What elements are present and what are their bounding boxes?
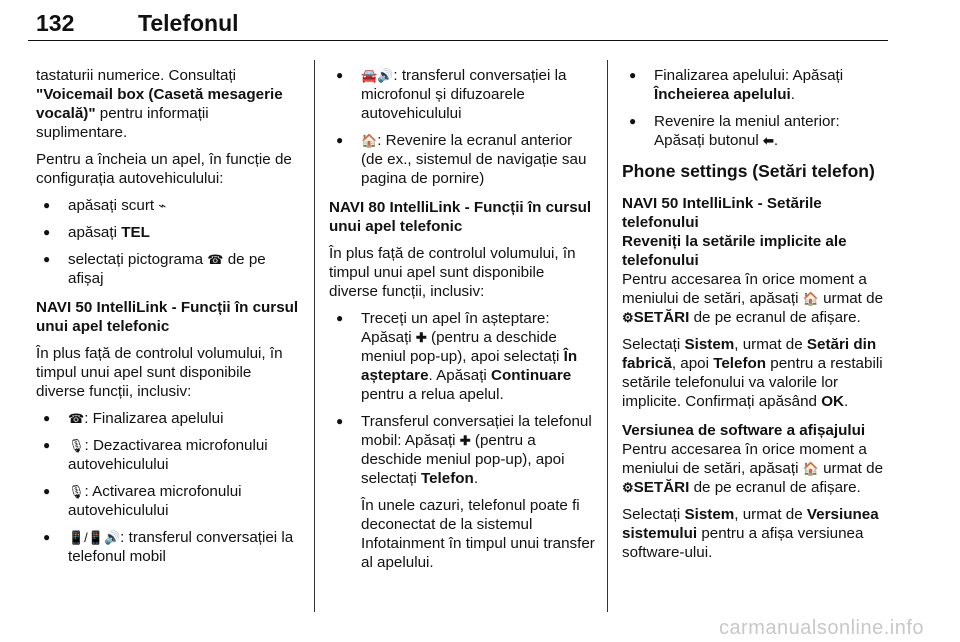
list-item: ● Treceți un apel în așteptare: Apăsați ✚ (pentru a deschide meniul pop-up), apoi selectați În așteptare. Apăsați Continuare pentru a relua apelul. xyxy=(329,309,597,404)
page-title: Telefonul xyxy=(138,10,239,36)
list-item: ● Finalizarea apelului: Apăsați Încheierea apelului. xyxy=(622,66,892,104)
plus-icon: ✚ xyxy=(459,433,471,448)
paragraph: Selectați Sistem, urmat de Setări din fabrică, apoi Telefon pentru a restabili setările telefonului va valorile lor implicite. Confirmați apăsând OK. xyxy=(622,336,883,410)
transfer-to-phone-icon: 📱/📱🔊 xyxy=(68,530,121,545)
hangup-icon: ☎ xyxy=(207,252,224,267)
column-1 xyxy=(36,66,304,574)
paragraph: Selectați Sistem, urmat de Versiunea sistemului pentru a afișa versiunea software-ului. xyxy=(622,506,879,561)
subsection-heading: Reveniți la setările implicite ale telefonului xyxy=(622,233,847,269)
list-item: ● selectați pictograma ☎ de pe afișaj xyxy=(36,250,304,288)
list-item: ● 🚘🔊: transferul conversației la microfonul și difuzoarele autovehiculului xyxy=(329,66,597,123)
list-item: ● 📱/📱🔊: transferul conversației la telefonul mobil xyxy=(36,528,304,566)
paragraph: Pentru accesarea în orice moment a meniului de setări, apăsați 🏠 urmat de ⚙SETĂRI de pe ecranul de afișare. xyxy=(622,441,884,496)
column-divider xyxy=(607,60,608,612)
section-heading: NAVI 50 IntelliLink - Funcții în cursul unui apel telefonic xyxy=(36,299,299,335)
bullet-list xyxy=(329,66,597,188)
gear-icon: ⚙ xyxy=(622,480,634,495)
list-item: ● 🎙: Activarea microfonului autovehiculului xyxy=(36,482,304,520)
list-item: ● Transferul conversației la telefonul mobil: Apăsați ✚ (pentru a deschide meniul pop-up), apoi selectați Telefon. În unele cazuri, telefonul poate fi deconectat de la sistemul Infotainment în timpul unui transfer al apelului. xyxy=(329,412,597,572)
hangup-icon: ☎ xyxy=(68,411,85,426)
list-item: ● 🏠: Revenire la ecranul anterior (de ex., sistemul de navigație sau pagina de pornire) xyxy=(329,131,597,188)
section-heading: Phone settings (Setări telefon) xyxy=(622,161,875,181)
section-heading: NAVI 80 IntelliLink - Funcții în cursul unui apel telefonic xyxy=(329,199,592,235)
hangup-short-icon: ⌁ xyxy=(158,198,167,213)
transfer-to-car-icon: 🚘🔊 xyxy=(361,68,394,83)
paragraph: Pentru a încheia un apel, în funcție de configurația autovehiculului: xyxy=(36,151,292,187)
home-icon: 🏠 xyxy=(361,133,378,148)
mic-off-icon: 🎙 xyxy=(68,438,85,453)
back-arrow-icon: ⬅ xyxy=(762,133,774,148)
paragraph: În unele cazuri, telefonul poate fi deconectat de la sistemul Infotainment în timpul unui transfer al apelului. xyxy=(361,497,595,571)
paragraph: În plus față de controlul volumului, în timpul unui apel sunt disponibile diverse funcții, inclusiv: xyxy=(36,345,283,400)
watermark: carmanualsonline.info xyxy=(718,617,924,639)
list-item: ● 🎙: Dezactivarea microfonului autovehiculului xyxy=(36,436,304,474)
list-item: ● apăsați scurt ⌁ xyxy=(36,196,304,215)
home-icon: 🏠 xyxy=(802,461,819,476)
home-icon: 🏠 xyxy=(802,291,819,306)
column-2 xyxy=(329,66,597,580)
page-header xyxy=(28,10,888,41)
bullet-list xyxy=(36,196,304,288)
paragraph: tastaturii numerice. Consultați "Voicemail box (Casetă mesagerie vocală)" pentru informații suplimentare. xyxy=(36,67,283,141)
bullet-list xyxy=(329,309,597,572)
paragraph: În plus față de controlul volumului, în timpul unui apel sunt disponibile diverse funcții, inclusiv: xyxy=(329,245,576,300)
list-item: ● Revenire la meniul anterior: Apăsați butonul ⬅. xyxy=(622,112,892,150)
paragraph: Pentru accesarea în orice moment a meniului de setări, apăsați 🏠 urmat de ⚙SETĂRI de pe ecranul de afișare. xyxy=(622,271,884,326)
plus-icon: ✚ xyxy=(415,330,427,345)
column-divider xyxy=(314,60,315,612)
bullet-list xyxy=(36,409,304,566)
page-number: 132 xyxy=(36,10,75,36)
column-3 xyxy=(622,66,892,570)
voicemail-link: "Voicemail box (Casetă mesagerie vocală)" xyxy=(36,86,283,122)
list-item: ● apăsați TEL xyxy=(36,223,304,242)
bullet-list xyxy=(622,66,892,150)
list-item: ● ☎: Finalizarea apelului xyxy=(36,409,304,428)
gear-icon: ⚙ xyxy=(622,310,634,325)
mic-on-icon: 🎙 xyxy=(68,484,85,499)
subsection-heading: NAVI 50 IntelliLink - Setările telefonului xyxy=(622,195,822,231)
subsection-heading: Versiunea de software a afișajului xyxy=(622,422,866,439)
